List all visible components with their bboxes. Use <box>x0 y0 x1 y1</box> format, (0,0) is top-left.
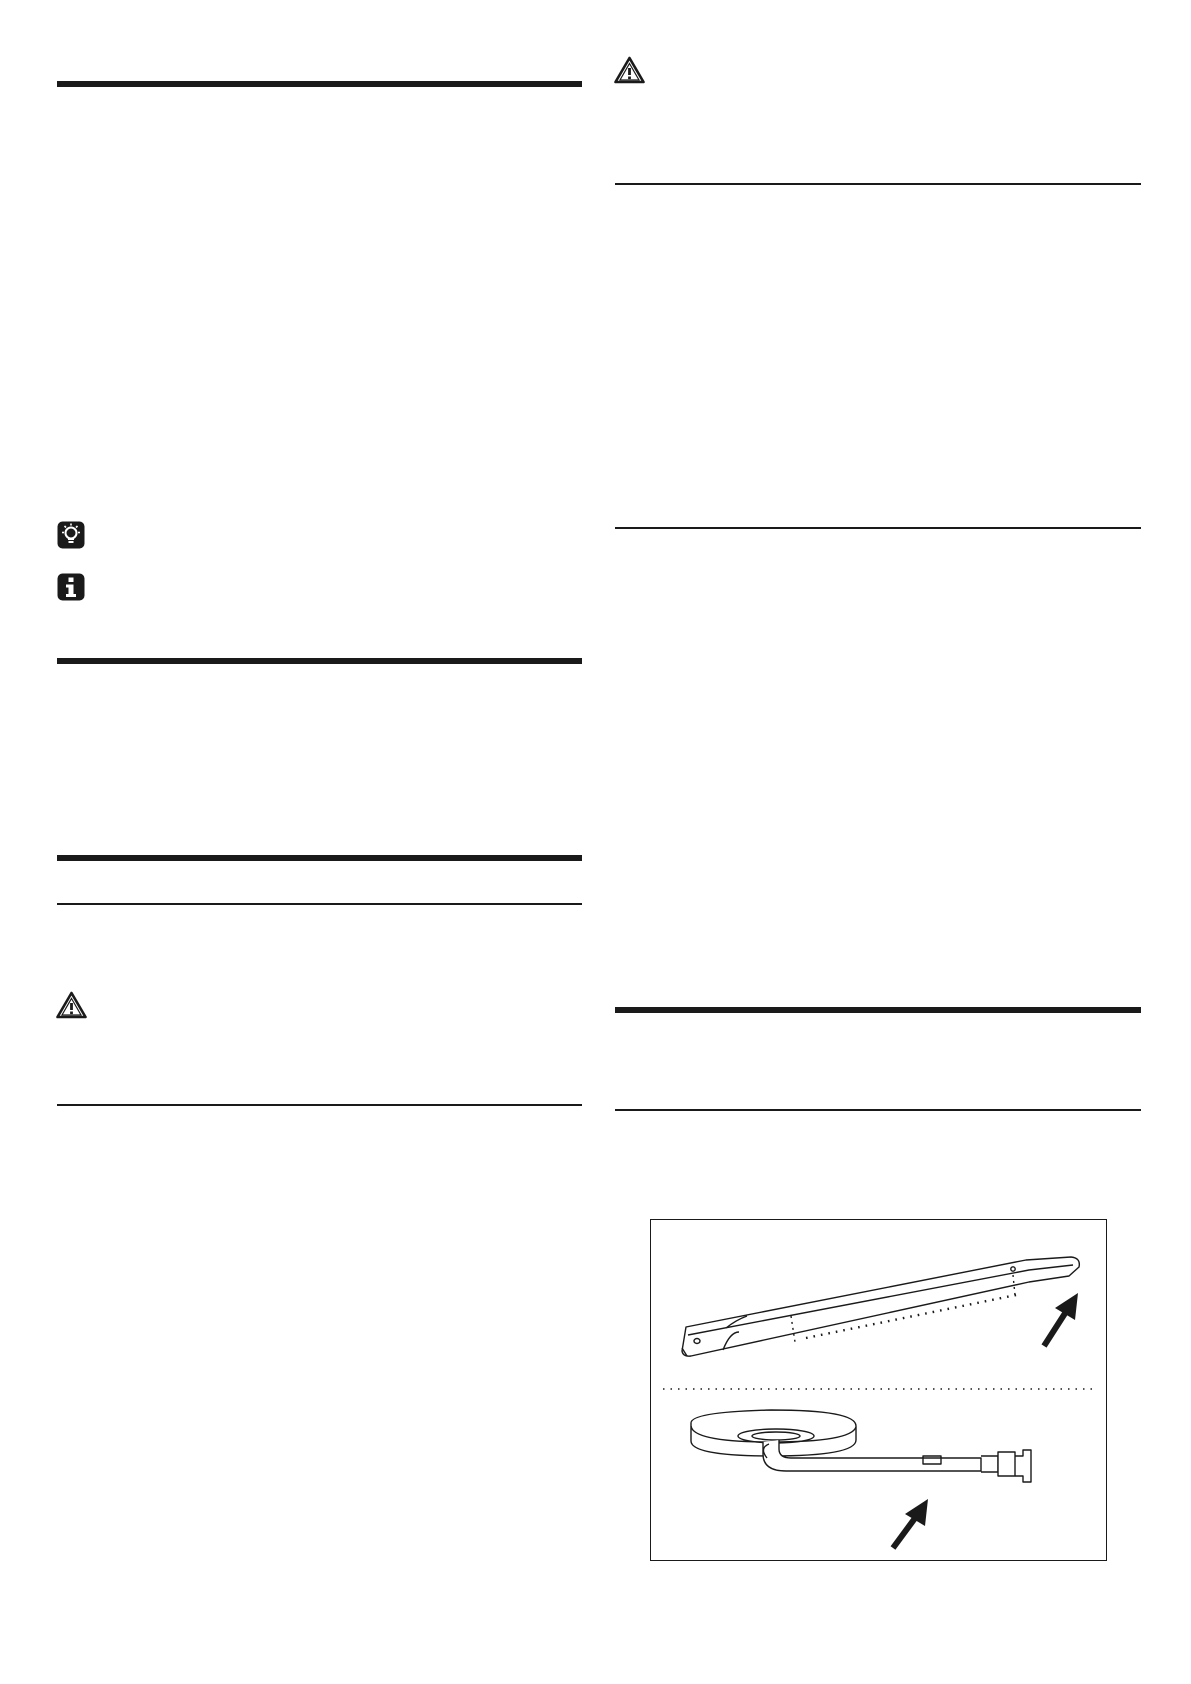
burner-figure <box>650 1219 1107 1561</box>
subsection-rule-2 <box>57 1104 582 1106</box>
arrow-icon <box>893 1499 928 1548</box>
information-icon <box>57 573 85 601</box>
lightbulb-tip-icon <box>57 521 85 549</box>
section-rule-2 <box>57 658 582 664</box>
subsection-rule-4 <box>615 527 1141 529</box>
subsection-rule-1 <box>57 903 582 905</box>
section-rule-1 <box>57 81 582 87</box>
warning-triangle-icon <box>614 56 645 84</box>
burner-figure-svg <box>651 1220 1105 1559</box>
section-rule-3 <box>57 855 582 861</box>
subsection-rule-5 <box>615 1109 1141 1111</box>
warning-triangle-icon <box>56 991 87 1019</box>
round-burner-illustration <box>691 1410 1031 1482</box>
subsection-rule-3 <box>615 183 1141 185</box>
section-rule-4 <box>615 1007 1141 1013</box>
arrow-icon <box>1044 1293 1078 1346</box>
tube-burner-illustration <box>682 1257 1079 1356</box>
